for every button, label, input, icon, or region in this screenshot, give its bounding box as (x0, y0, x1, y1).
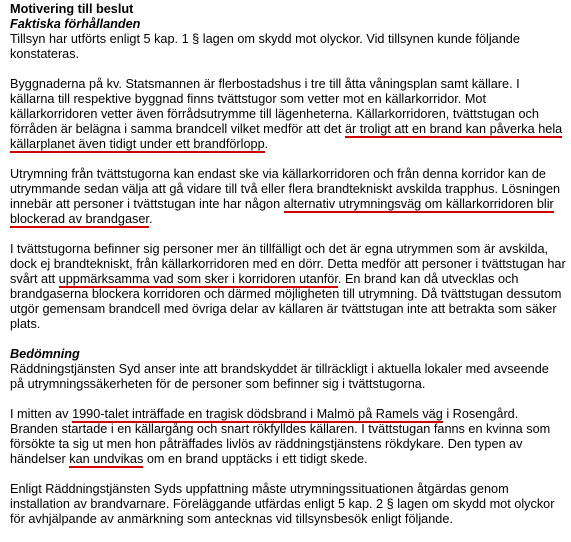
paragraph-incident (10, 407, 566, 467)
underlined-phrase: 1990-talet inträffade en tragisk dödsbrand i Malmö på Ramels väg (72, 407, 443, 421)
underlined-phrase: kan undvikas (69, 452, 144, 466)
text-run: I mitten av (10, 407, 73, 421)
underlined-phrase: uppmärksamma vad som sker i korridoren utanför (58, 272, 338, 286)
section-title-assessment: Bedömning (10, 347, 80, 361)
paragraph-assessment: Räddningstjänsten Syd anser inte att brandskyddet är tillräckligt i aktuella lokaler med avseende på utrymningssäkerheten för de personer som befinner sig i tvättstugorna. (10, 362, 549, 391)
underlined-phrase: är troligt att en brand kan påverka hela källarplanet även tidigt under ett brandförlopp (10, 122, 563, 151)
document-heading: Motivering till beslut (10, 2, 134, 16)
text-run: . (148, 212, 153, 226)
text-run: . (264, 137, 269, 151)
text-run: Utrymning från tvättstugorna kan endast ske via källarkorridoren och från denna korridor kan de utrymmande sedan välja att gå vidare till två eller flera brandtekniskt avskilda trapphus. Lösningen innebär att personer i tvättstugan inte har någon (10, 167, 561, 211)
text-run: Byggnaderna på kv. Statsmannen är flerbostadshus i tre till åtta våningsplan samt källare. I källarna till respektive byggnad finns tvättstugor som vetter mot en källarkorridor. Mot källarkorridoren vetter även förrådsutrymme till lägenheterna. Källarkorridoren, tvättstugan och förråden är belägna i samma brandcell vilket medför att det (10, 77, 539, 136)
text-run: om en brand upptäcks i ett tidigt skede. (143, 452, 368, 466)
text-run: i Rosengård. Branden startade i en källargång och snart rökfylldes källaren. I tvättstugan fanns en kvinna som försökte ta sig ut men hon påträffades livlös av räddningstjänstens rökdykare. Den typen av händelser (10, 407, 551, 466)
paragraph-laundry (10, 242, 566, 332)
document-body (10, 2, 566, 542)
intro-paragraph: Tillsyn har utförts enligt 5 kap. 1 § lagen om skydd mot olyckor. Vid tillsynen kunde följande konstateras. (10, 32, 520, 61)
paragraph-evacuation (10, 167, 566, 227)
paragraph-building (10, 77, 566, 152)
section-title-facts: Faktiska förhållanden (10, 17, 141, 31)
underlined-phrase: alternativ utrymningsväg om källarkorridoren blir blockerad av brandgaser (10, 197, 554, 226)
text-run: . En brand kan då utvecklas och brandgaserna blockera korridoren och därmed möjligheten till utrymning. Då tvättstugan dessutom utgör gemensam brandcell med övriga delar av källaren är tvättstugan inte att betrakta som säker plats. (10, 272, 562, 331)
paragraph-conclusion: Enligt Räddningstjänsten Syds uppfattning måste utrymningssituationen åtgärdas genom installation av brandvarnare. Föreläggande utfärdas enligt 5 kap. 2 § lagen om skydd mot olyckor för avhjälpande av anmärkning som antecknas vid tillsynsbesök enligt följande. (10, 482, 555, 526)
text-run: I tvättstugorna befinner sig personer mer än tillfälligt och det är egna utrymmen som är avskilda, dock ej brandtekniskt, från källarkorridoren med en dörr. Detta medför att personer i tvättstugan har svårt att (10, 242, 566, 286)
